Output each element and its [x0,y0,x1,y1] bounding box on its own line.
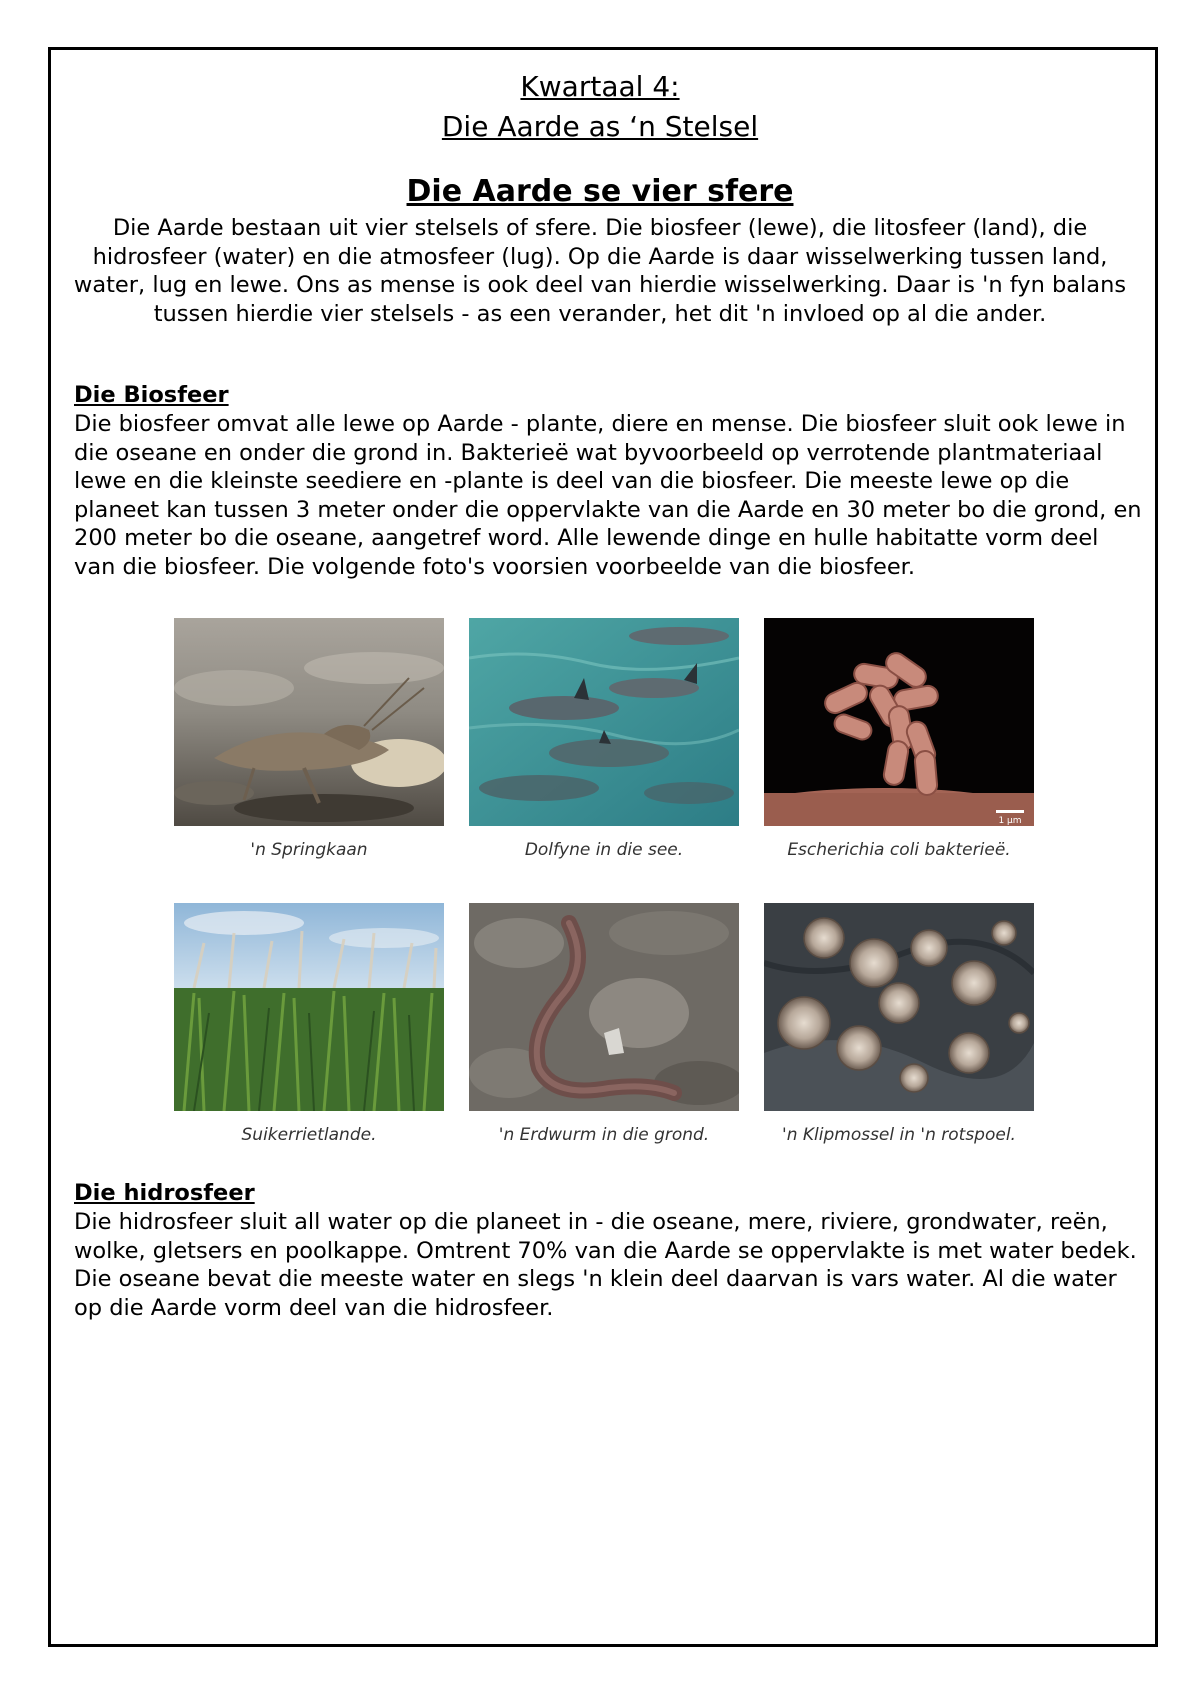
ecoli-photo [764,618,1034,826]
photo-caption: 'n Klipmossel in 'n rotspoel. [782,1125,1016,1145]
photo-caption: Suikerrietlande. [241,1125,377,1145]
page-title: Kwartaal 4: [520,70,680,103]
earthworm-photo [469,903,739,1111]
grasshopper-photo [174,618,444,826]
intro-paragraph: Die Aarde bestaan uit vier stelsels of sfere. Die biosfeer (lewe), die litosfeer (land), die hidrosfeer (water) en die atmosfeer (lug). Op die Aarde is daar wisselwerking tussen land, water, lug en lewe. Ons as mense is ook deel van hierdie wisselwerking. Daar is 'n fyn balans tussen hierdie vier stelsels - as een verander, het dit 'n invloed op al die ander. [73,215,1127,327]
sugarcane-photo [174,903,444,1111]
photo-caption: Escherichia coli bakterieë. [787,840,1011,860]
biosfeer-heading: Die Biosfeer [74,382,229,408]
hidrosfeer-heading: Die hidrosfeer [74,1180,255,1206]
biosfeer-paragraph: Die biosfeer omvat alle lewe op Aarde - plante, diere en mense. Die biosfeer sluit ook lewe in die oseane en onder die grond in. Bakterieë wat byvoorbeeld op verrotende plantmateriaal lewe en die kleinste seediere en -plante is deel van die biosfeer. Die meeste lewe op die planeet kan tussen 3 meter onder die oppervlakte van die Aarde en 30 meter bo die grond, en 200 meter bo die oseane, aangetref word. Alle lewende dinge en hulle habitatte vorm deel van die biosfeer. Die volgende foto's voorsien voorbeelde van die biosfeer. [74,411,1142,580]
photo-caption: 'n Springkaan [250,840,368,860]
hidrosfeer-paragraph: Die hidrosfeer sluit all water op die planeet in - die oseane, mere, riviere, grondwater, reën, wolke, gletsers en poolkappe. Omtrent 70% van die Aarde se oppervlakte is met water bedek. Die oseane bevat die meeste water en slegs 'n klein deel daarvan is vars water. Al die water op die Aarde vorm deel van die hidrosfeer. [74,1209,1137,1321]
photo-caption: 'n Erdwurm in die grond. [498,1125,710,1145]
dolphins-photo [469,618,739,826]
photo-caption: Dolfyne in die see. [524,840,684,860]
limpets-photo [764,903,1034,1111]
scale-bar-label: 1 μm [998,816,1022,826]
section-heading: Die Aarde se vier sfere [406,174,794,209]
page-subtitle: Die Aarde as ‘n Stelsel [441,110,759,143]
